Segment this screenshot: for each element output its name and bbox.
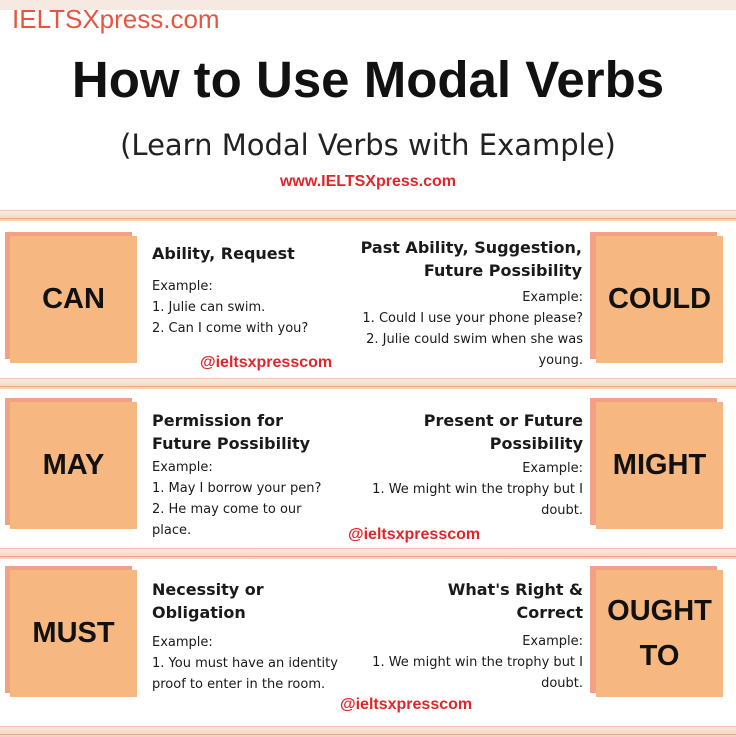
social-handle: @ieltsxpresscom [340, 696, 473, 713]
examples-might [350, 458, 583, 521]
meaning-heading-could: Past Ability, Suggestion, Future Possibility [360, 238, 582, 280]
example-label: Example: [152, 279, 213, 294]
example-line: 2. Can I come with you? [152, 321, 309, 336]
verb-tile-may: MAY [10, 402, 137, 529]
example-line: 1. You must have an identity [152, 656, 338, 671]
examples-must [152, 632, 352, 695]
verb-tile-ought-to: OUGHT TO [596, 570, 723, 697]
example-line: young. [538, 353, 583, 368]
example-line: 1. We might win the trophy but I [372, 655, 583, 670]
meaning-heading-can: Ability, Request [152, 244, 295, 263]
brand-watermark: IELTSXpress.com [12, 4, 220, 34]
page-subtitle: (Learn Modal Verbs with Example) [120, 128, 616, 162]
example-line: 1. Could I use your phone please? [362, 311, 583, 326]
example-line: proof to enter in the room. [152, 677, 326, 692]
example-line: 1. May I borrow your pen? [152, 481, 322, 496]
example-label: Example: [152, 460, 213, 475]
meaning-heading-might: Present or Future Possibility [423, 411, 583, 453]
example-label: Example: [522, 634, 583, 649]
page-title: How to Use Modal Verbs [71, 51, 665, 108]
example-line: doubt. [541, 676, 583, 691]
verb-tile-might: MIGHT [596, 402, 723, 529]
verb-tile-must: MUST [10, 570, 137, 697]
examples-may [152, 457, 352, 541]
meaning-heading-may: Permission for Future Possibility [152, 411, 311, 453]
section-divider [0, 210, 736, 221]
example-line: 1. Julie can swim. [152, 300, 266, 315]
verb-tile-can: CAN [10, 236, 137, 363]
section-divider [0, 548, 736, 559]
examples-could [350, 287, 583, 371]
examples-can [152, 276, 352, 339]
meaning-heading-must: Necessity or Obligation [152, 580, 264, 622]
example-line: 2. He may come to our [152, 502, 302, 517]
verb-tile-could: COULD [596, 236, 723, 363]
social-handle: @ieltsxpresscom [200, 354, 333, 371]
social-handle: @ieltsxpresscom [348, 526, 481, 543]
example-label: Example: [522, 290, 583, 305]
example-line: 1. We might win the trophy but I [372, 482, 583, 497]
examples-ought-to [350, 631, 583, 694]
example-line: 2. Julie could swim when she was [366, 332, 583, 347]
example-line: place. [152, 523, 192, 538]
example-label: Example: [152, 635, 213, 650]
meaning-heading-ought-to: What's Right & Correct [447, 580, 583, 622]
website-link[interactable]: www.IELTSXpress.com [279, 173, 457, 190]
section-divider [0, 726, 736, 737]
example-label: Example: [522, 461, 583, 476]
example-line: doubt. [541, 503, 583, 518]
section-divider [0, 378, 736, 389]
